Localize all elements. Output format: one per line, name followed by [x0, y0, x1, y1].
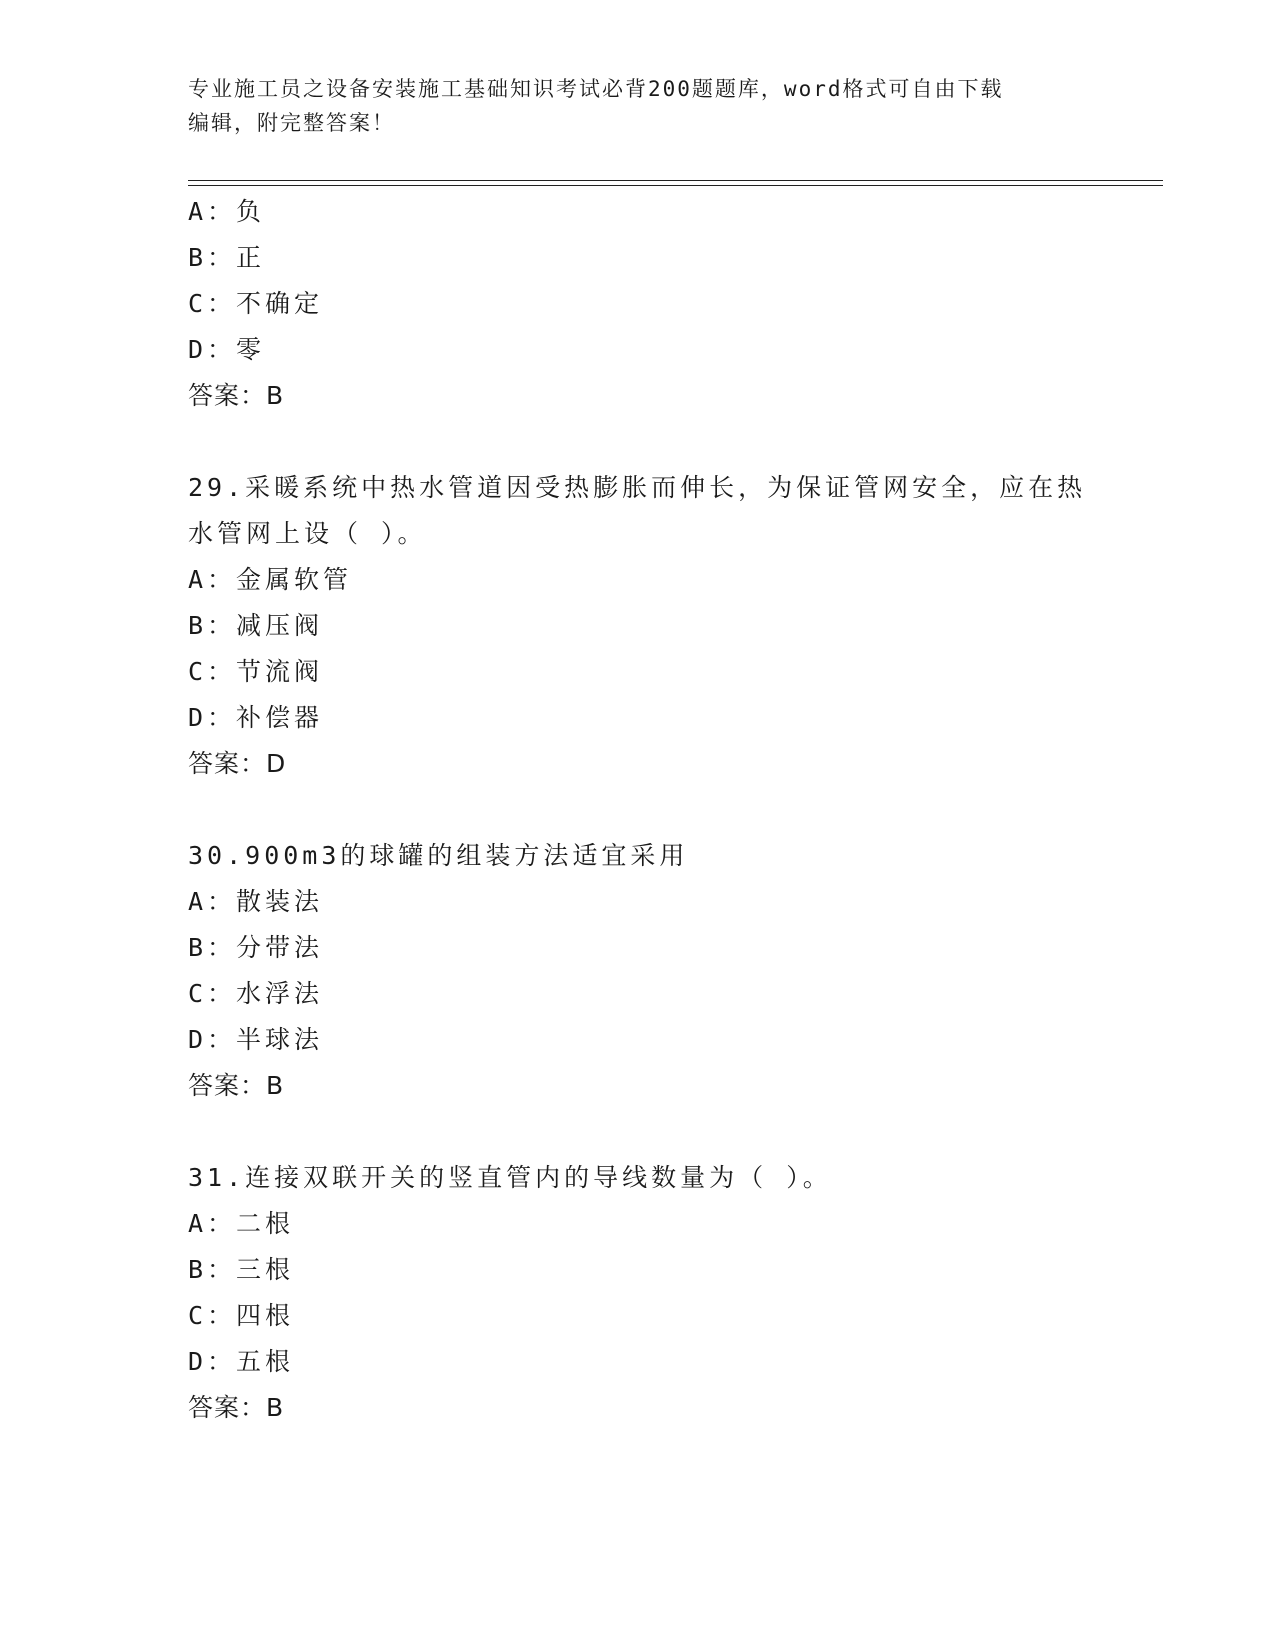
question-stem-line1: 29.采暖系统中热水管道因受热膨胀而伸长，为保证管网安全，应在热 — [188, 473, 1087, 502]
header-title-line2: 编辑，附完整答案！ — [188, 111, 395, 135]
option-d: D：补偿器 — [188, 703, 324, 732]
question-gap — [188, 1109, 1088, 1155]
answer-line: 答案：B — [188, 1393, 285, 1422]
answer-line: 答案：D — [188, 749, 287, 778]
question-28-options — [188, 189, 1088, 419]
question-30 — [188, 833, 1088, 1109]
question-list — [188, 189, 1088, 1431]
option-c: C：水浮法 — [188, 979, 324, 1008]
option-a: A：金属软管 — [188, 565, 353, 594]
option-b: B：分带法 — [188, 933, 324, 962]
option-d: D：五根 — [188, 1347, 295, 1376]
option-a: A：散装法 — [188, 887, 324, 916]
header-title-line1: 专业施工员之设备安装施工基础知识考试必背200题题库，word格式可自由下载 — [188, 77, 1004, 101]
question-gap — [188, 787, 1088, 833]
question-31 — [188, 1155, 1088, 1431]
option-c: C：节流阀 — [188, 657, 324, 686]
question-stem: 31.连接双联开关的竖直管内的导线数量为（ ）。 — [188, 1163, 832, 1192]
question-stem: 30.900m3的球罐的组装方法适宜采用 — [188, 841, 689, 870]
option-b: B：正 — [188, 243, 266, 272]
question-gap — [188, 419, 1088, 465]
option-d: D：半球法 — [188, 1025, 324, 1054]
header-rule-top — [188, 180, 1163, 181]
option-a: A：负 — [188, 197, 266, 226]
document-header — [188, 72, 1088, 140]
option-c: C：四根 — [188, 1301, 295, 1330]
question-stem-line2: 水管网上设（ ）。 — [188, 519, 427, 548]
option-d: D：零 — [188, 335, 266, 364]
option-a: A：二根 — [188, 1209, 295, 1238]
option-b: B：减压阀 — [188, 611, 324, 640]
answer-line: 答案：B — [188, 1071, 285, 1100]
header-rule-bottom — [188, 185, 1163, 186]
question-29 — [188, 465, 1088, 787]
option-c: C：不确定 — [188, 289, 324, 318]
option-b: B：三根 — [188, 1255, 295, 1284]
answer-line: 答案：B — [188, 381, 285, 410]
